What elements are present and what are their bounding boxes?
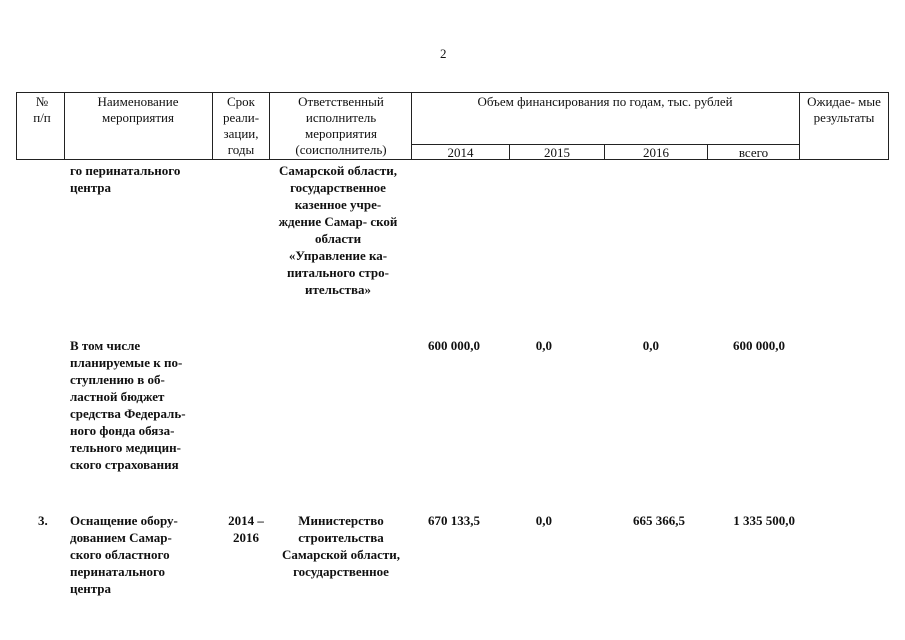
header-year-2015: 2015 <box>544 145 570 160</box>
row-3-executor: Министерство строительства Самарской области, государственное <box>281 513 401 579</box>
row-3-name: Оснащение обору- дованием Самар- ского областного перинатального центра <box>70 513 178 596</box>
page-number: 2 <box>440 46 447 61</box>
header-col-divider <box>799 92 800 160</box>
header-term: Срок реали- зации, годы <box>222 94 260 157</box>
header-executor: Ответственный исполнитель мероприятия (соисполнитель) <box>295 94 387 157</box>
row-2-value-2015: 0,0 <box>535 338 552 353</box>
header-results: Ожидае- мые результаты <box>807 94 881 125</box>
header-no: № п/п <box>33 94 51 125</box>
row-2-name: В том числе планируемые к по- ступлению в об- ластной бюджет средства Федераль- ного фонда обяза- тельного медицин- ского страхования <box>70 338 186 472</box>
row-3-value-2016: 665 366,5 <box>633 513 685 528</box>
header-year-2016: 2016 <box>643 145 669 160</box>
table-header <box>16 92 889 160</box>
row-3-value-total: 1 335 500,0 <box>733 513 795 528</box>
header-funding: Объем финансирования по годам, тыс. рублей <box>477 94 733 109</box>
header-col-divider <box>64 92 65 160</box>
header-total: всего <box>738 145 769 160</box>
header-col-divider <box>212 92 213 160</box>
row-3-value-2015: 0,0 <box>535 513 552 528</box>
header-year-2014: 2014 <box>447 145 474 160</box>
header-top-border <box>16 92 889 93</box>
row-3-term: 2014 – 2016 <box>228 513 264 545</box>
header-left-border <box>16 92 17 160</box>
row-2-value-total: 600 000,0 <box>733 338 785 353</box>
row-1-name: го перинатального центра <box>70 163 181 195</box>
row-1-executor: Самарской области, государственное казенное учре- ждение Самар- ской области «Управление ка- питального стро- ительства» <box>278 163 398 297</box>
row-2-value-2016: 0,0 <box>642 338 659 353</box>
header-right-border <box>888 92 889 160</box>
row-3-number: 3. <box>38 513 48 528</box>
row-3-value-2014: 670 133,5 <box>428 513 480 528</box>
row-2-value-2014: 600 000,0 <box>428 338 480 353</box>
header-col-divider <box>269 92 270 160</box>
header-name: Наименование мероприятия <box>97 94 179 125</box>
